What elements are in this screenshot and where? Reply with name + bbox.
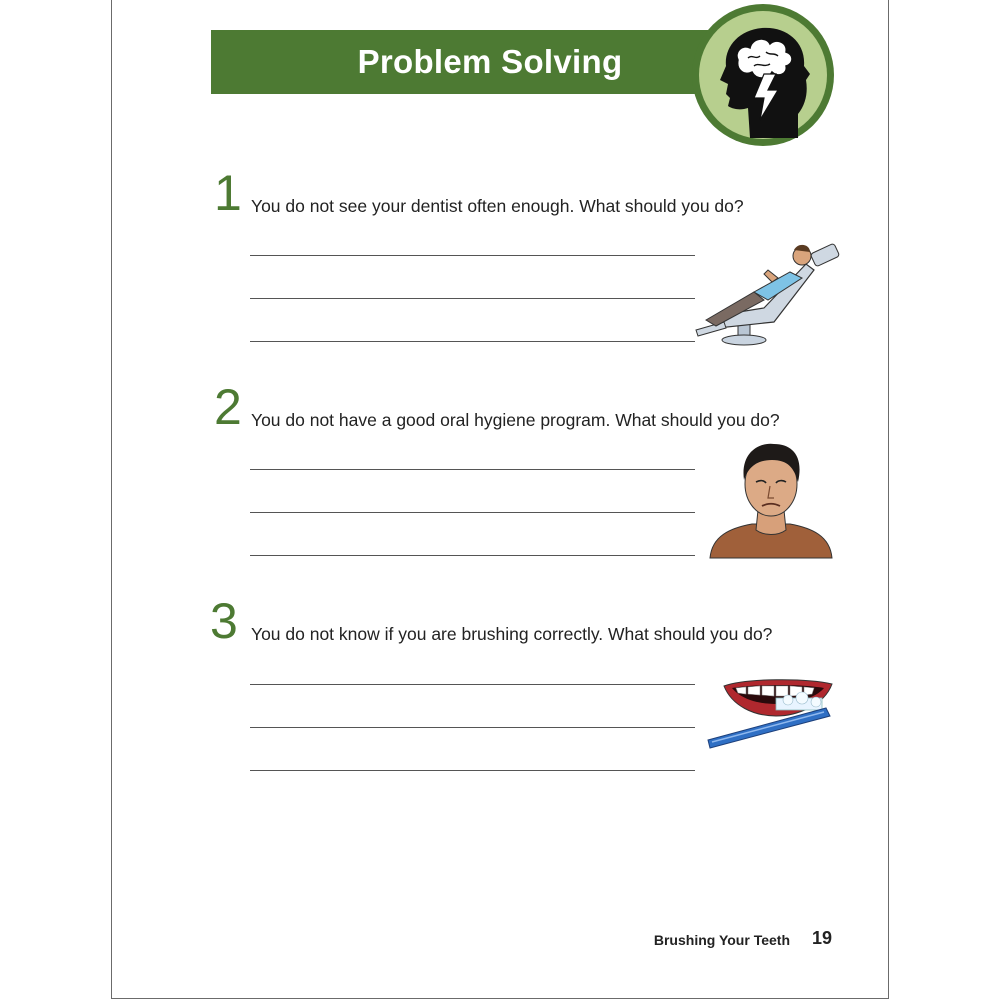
- page-number: 19: [812, 928, 833, 948]
- question-3-number: 3: [210, 593, 238, 649]
- question-1-number: 1: [214, 165, 242, 221]
- answer-line-1c[interactable]: [250, 341, 695, 342]
- answer-line-3b[interactable]: [250, 727, 695, 728]
- sad-man-portrait-icon: [708, 440, 834, 560]
- answer-line-1a[interactable]: [250, 255, 695, 256]
- answer-line-2b[interactable]: [250, 512, 695, 513]
- answer-line-3c[interactable]: [250, 770, 695, 771]
- answer-line-2a[interactable]: [250, 469, 695, 470]
- question-1-text: You do not see your dentist often enough. What should you do?: [251, 196, 744, 216]
- footer-book-title: Brushing Your Teeth: [653, 932, 790, 948]
- answer-line-1b[interactable]: [250, 298, 695, 299]
- question-2-number: 2: [214, 379, 242, 435]
- answer-line-2c[interactable]: [250, 555, 695, 556]
- dental-chair-patient-icon: [694, 236, 842, 348]
- brain-lightning-icon: [690, 2, 836, 148]
- question-3-text: You do not know if you are brushing correctly. What should you do?: [251, 624, 773, 644]
- toothbrush-teeth-icon: [706, 676, 836, 750]
- answer-line-3a[interactable]: [250, 684, 695, 685]
- page-title: Problem Solving: [357, 43, 623, 80]
- question-2-text: You do not have a good oral hygiene program. What should you do?: [251, 410, 780, 430]
